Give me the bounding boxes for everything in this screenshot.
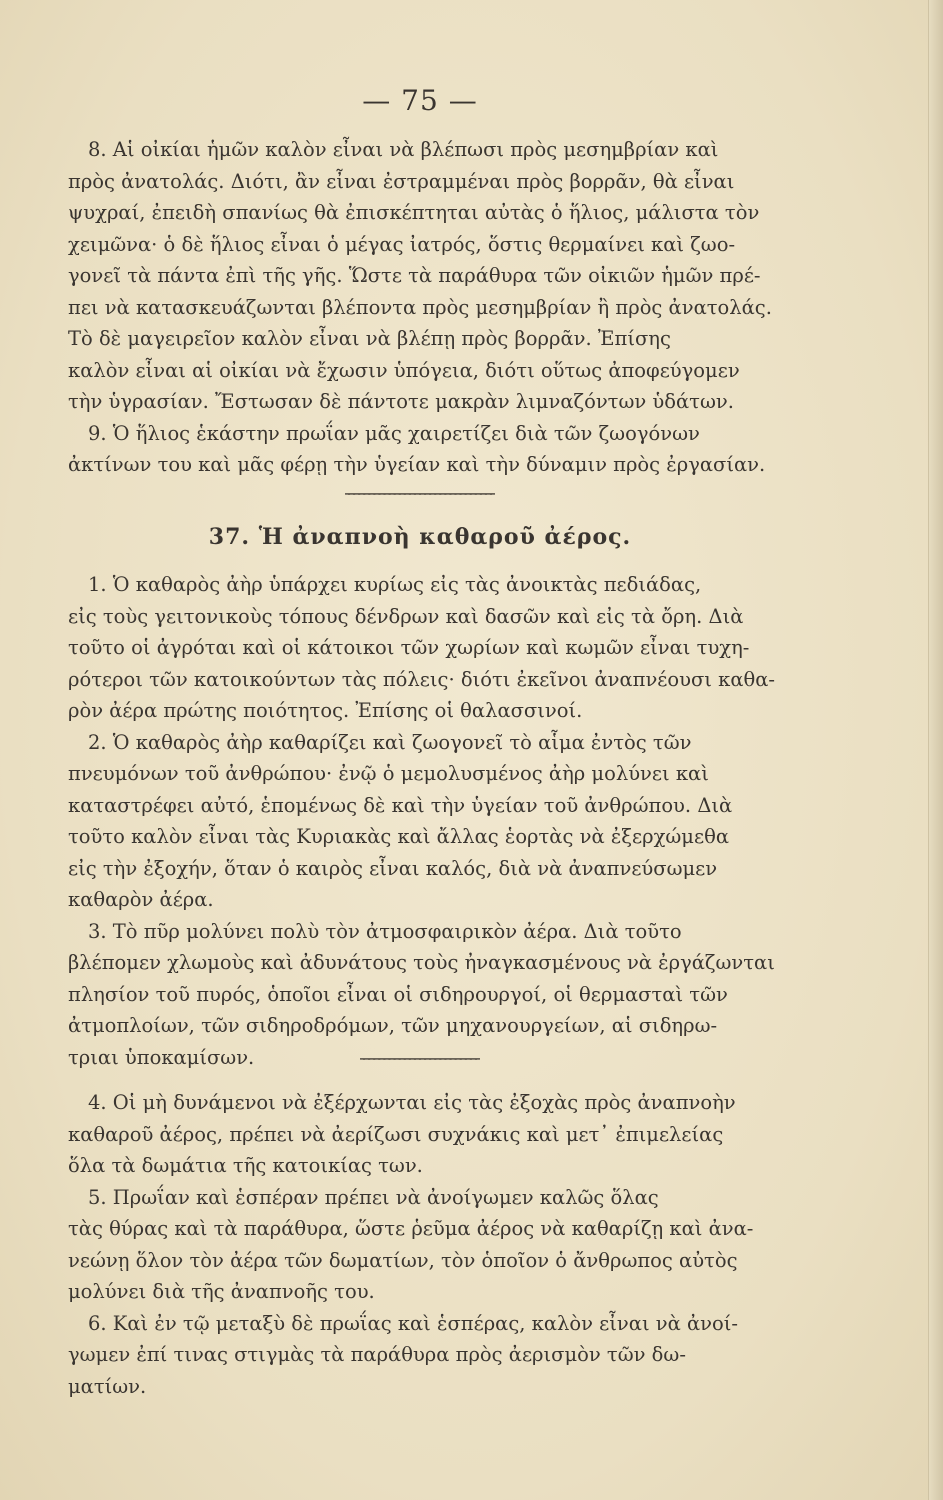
text-line: πλησίον τοῦ πυρός, ὁποῖοι εἶναι οἱ σιδηρουργοί, οἱ θερμασταὶ τῶν: [68, 982, 728, 1006]
text-line: εἰς τὴν ἐξοχήν, ὅταν ὁ καιρὸς εἶναι καλός, διὰ νὰ ἀναπνεύσωμεν: [68, 856, 718, 880]
text-line: 3. Τὸ πῦρ μολύνει πολὺ τὸν ἀτμοσφαιρικὸν ἀέρα. Διὰ τοῦτο: [88, 919, 682, 943]
text-line: 6. Καὶ ἐν τῷ μεταξὺ δὲ πρωΐας καὶ ἑσπέρας, καλὸν εἶναι νὰ ἀνοί-: [88, 1311, 739, 1335]
text-line: ψυχραί, ἐπειδὴ σπανίως θὰ ἐπισκέπτηται αὐτὰς ὁ ἥλιος, μάλιστα τὸν: [68, 201, 760, 224]
text-line: Τὸ δὲ μαγειρεῖον καλὸν εἶναι νὰ βλέπῃ πρὸς βορρᾶν. Ἐπίσης: [68, 327, 671, 350]
text-line: ρὸν ἀέρα πρώτης ποιότητος. Ἐπίσης οἱ θαλασσινοί.: [68, 699, 583, 722]
text-line: ἀτμοπλοίων, τῶν σιδηροδρόμων, τῶν μηχανουργείων, αἱ σιδηρω-: [68, 1014, 718, 1037]
text-line: καταστρέφει αὐτό, ἑπομένως δὲ καὶ τὴν ὑγείαν τοῦ ἀνθρώπου. Διὰ: [68, 793, 733, 817]
text-line: γωμεν ἐπί τινας στιγμὰς τὰ παράθυρα πρὸς ἀερισμὸν τῶν δω-: [68, 1343, 686, 1366]
text-line: ἀκτίνων του καὶ μᾶς φέρῃ τὴν ὑγείαν καὶ τὴν δύναμιν πρὸς ἐργασίαν.: [68, 453, 766, 476]
text-line: 5. Πρωΐαν καὶ ἑσπέραν πρέπει νὰ ἀνοίγωμεν καλῶς ὅλας: [88, 1185, 659, 1209]
text-line: τοῦτο καλὸν εἶναι τὰς Κυριακὰς καὶ ἄλλας ἑορτὰς νὰ ἐξερχώμεθα: [68, 825, 729, 848]
text-line: 1. Ὁ καθαρὸς ἀὴρ ὑπάρχει κυρίως εἰς τὰς ἀνοικτὰς πεδιάδας,: [88, 573, 702, 596]
text-line: 4. Οἱ μὴ δυνάμενοι νὰ ἐξέρχωνται εἰς τὰς ἐξοχὰς πρὸς ἀναπνοὴν: [88, 1091, 736, 1114]
text-line: μολύνει διὰ τῆς ἀναπνοῆς του.: [68, 1280, 375, 1303]
text-line: καθαρὸν ἀέρα.: [68, 888, 214, 911]
divider: [360, 1058, 480, 1060]
text-line: πρὸς ἀνατολάς. Διότι, ἂν εἶναι ἐστραμμέναι πρὸς βορρᾶν, θὰ εἶναι: [68, 169, 735, 193]
text-line: 2. Ὁ καθαρὸς ἀὴρ καθαρίζει καὶ ζωογονεῖ τὸ αἷμα ἐντὸς τῶν: [88, 730, 692, 754]
text-line: καθαροῦ ἀέρος, πρέπει νὰ ἀερίζωσι συχνάκις καὶ μετ᾿ ἐπιμελείας: [68, 1122, 724, 1146]
text-line: 9. Ὁ ἥλιος ἑκάστην πρωΐαν μᾶς χαιρετίζει διὰ τῶν ζωογόνων: [88, 421, 700, 445]
text-line: εἰς τοὺς γειτονικοὺς τόπους δένδρων καὶ δασῶν καὶ εἰς τὰ ὄρη. Διὰ: [68, 604, 744, 628]
text-line: ματίων.: [68, 1374, 147, 1398]
text-line: νεώνῃ ὅλον τὸν ἀέρα τῶν δωματίων, τὸν ὁποῖον ὁ ἄνθρωπος αὐτὸς: [68, 1248, 738, 1272]
page-number: — 75 —: [362, 84, 478, 117]
text-line: 8. Αἱ οἰκίαι ἡμῶν καλὸν εἶναι νὰ βλέπωσι πρὸς μεσημβρίαν καὶ: [88, 138, 719, 161]
divider: [345, 493, 495, 495]
text-line: καλὸν εἶναι αἱ οἰκίαι νὰ ἔχωσιν ὑπόγεια, διότι οὕτως ἀποφεύγομεν: [68, 358, 740, 382]
section-37-body: [68, 569, 796, 1073]
text-line: τὰς θύρας καὶ τὰ παράθυρα, ὥστε ῥεῦμα ἀέρος νὰ καθαρίζῃ καὶ ἀνα-: [68, 1217, 754, 1240]
text-line: τριαι ὑποκαμίσων.: [68, 1045, 255, 1069]
text-line: χειμῶνα· ὁ δὲ ἥλιος εἶναι ὁ μέγας ἰατρός, ὅστις θερμαίνει καὶ ζωο-: [68, 232, 736, 256]
text-line: βλέπομεν χλωμοὺς καὶ ἀδυνάτους τοὺς ἠναγκασμένους νὰ ἐργάζωνται: [68, 951, 775, 974]
divider-bottom-wrap: [0, 1058, 840, 1060]
text-line: ὅλα τὰ δωμάτια τῆς κατοικίας των.: [68, 1154, 423, 1177]
text-line: τὴν ὑγρασίαν. Ἔστωσαν δὲ πάντοτε μακρὰν λιμναζόντων ὑδάτων.: [68, 390, 734, 413]
text-line: ρότεροι τῶν κατοικούντων τὰς πόλεις· διότι ἐκεῖνοι ἀναπνέουσι καθα-: [68, 667, 776, 691]
text-line: πνευμόνων τοῦ ἀνθρώπου· ἐνῷ ὁ μεμολυσμένος ἀὴρ μολύνει καὶ: [68, 762, 709, 785]
text-line: τοῦτο οἱ ἀγρόται καὶ οἱ κάτοικοι τῶν χωρίων καὶ κωμῶν εἶναι τυχη-: [68, 636, 750, 659]
section-heading: 37. Ἡ ἀναπνοὴ καθαροῦ ἀέρος.: [208, 524, 632, 550]
divider-top-wrap: [0, 493, 840, 495]
text-line: γονεῖ τὰ πάντα ἐπὶ τῆς γῆς. Ὥστε τὰ παράθυρα τῶν οἰκιῶν ἡμῶν πρέ-: [68, 264, 761, 287]
text-line: πει νὰ κατασκευάζωνται βλέποντα πρὸς μεσημβρίαν ἢ πρὸς ἀνατολάς.: [68, 295, 772, 319]
paragraphs-4-6: [68, 1087, 796, 1402]
page-edge: [928, 0, 943, 1500]
paragraphs-8-9: [68, 134, 796, 481]
